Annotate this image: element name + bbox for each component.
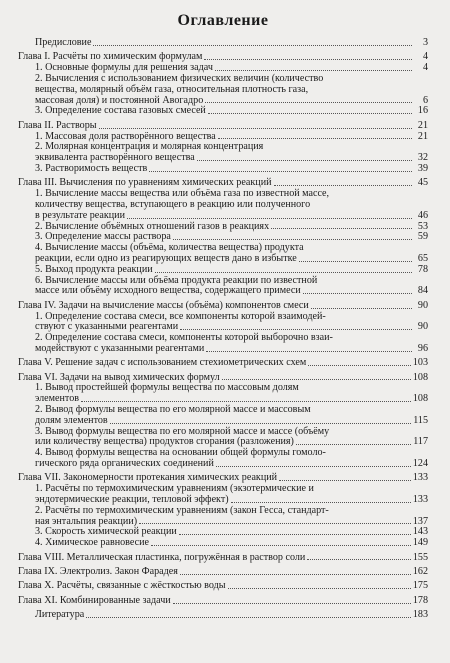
toc-entry-text: эквивалента растворённого вещества <box>35 152 195 164</box>
toc-entry-text: 2. Молярная концентрация и молярная концентрация <box>35 141 264 153</box>
toc-page-number: 108 <box>412 393 428 405</box>
toc-entry-text: 1. Вычисление массы вещества или объёма газа по известной массе, <box>35 188 330 200</box>
leader-dots <box>204 59 412 60</box>
toc-page-number: 133 <box>412 494 428 506</box>
toc-entry-text: 3. Определение состава газовых смесей <box>35 105 206 117</box>
toc-chapter-entry[interactable] <box>18 567 428 578</box>
toc-chapter-entry[interactable] <box>18 301 428 312</box>
toc-entry-text: 6. Вычисление массы или объёма продукта реакции по известной <box>35 274 318 286</box>
leader-dots <box>149 171 412 172</box>
toc-page-number: 133 <box>412 472 428 484</box>
toc-entry-text: Глава III. Вычисления по уравнениям химических реакций <box>18 177 272 189</box>
leader-dots <box>274 185 412 186</box>
leader-dots <box>271 228 412 229</box>
toc-subentry[interactable] <box>18 383 428 394</box>
leader-dots <box>99 128 412 129</box>
leader-dots <box>86 617 411 618</box>
leader-dots <box>307 559 411 560</box>
toc-entry-text: Глава IX. Электролиз. Закон Фарадея <box>18 566 178 577</box>
toc-page-number: 175 <box>412 580 428 592</box>
toc-subentry[interactable] <box>18 610 428 621</box>
toc-page-number: 21 <box>417 130 428 142</box>
toc-subentry[interactable] <box>18 459 428 470</box>
toc-entry-text: 2. Расчёты по термохимическим уравнениям (закон Гесса, стандарт- <box>35 504 329 516</box>
toc-entry-text: 1. Основные формулы для решения задач <box>35 62 213 74</box>
toc-entry-text: модействуют с указанными реагентами <box>35 342 205 354</box>
toc-page-number: 183 <box>412 609 428 621</box>
leader-dots <box>151 545 411 546</box>
toc-entry-text: Глава VII. Закономерности протекания химических реакций <box>18 472 278 484</box>
toc-entry-text: эндотермические реакции, тепловой эффект) <box>35 494 229 506</box>
toc-entry-text: 5. Выход продукта реакции <box>35 263 153 275</box>
leader-dots <box>308 365 411 366</box>
toc-entry-text: ная энтальпия реакции) <box>35 515 138 527</box>
toc-section <box>18 358 428 369</box>
leader-dots <box>180 329 412 330</box>
toc-section <box>18 596 428 607</box>
toc-subentry[interactable] <box>18 265 428 276</box>
toc-entry-text: реакции, если одно из реагирующих веществ дано в избытке <box>35 252 297 264</box>
toc-entry-text: 4. Вывод формулы вещества на основании общей формулы гомоло- <box>35 447 326 459</box>
toc-page-number: 6 <box>422 94 428 106</box>
leader-dots <box>179 534 411 535</box>
toc-entry-text: Глава X. Расчёты, связанные с жёсткостью воды <box>18 580 226 592</box>
toc-page-number: 3 <box>422 37 428 48</box>
leader-dots <box>296 444 411 445</box>
toc-page-number: 39 <box>417 162 428 174</box>
toc-entry-text: вещества, молярный объём газа, относительная плотность газа, <box>35 83 309 95</box>
leader-dots <box>208 113 412 114</box>
toc-page-number: 53 <box>417 220 428 232</box>
toc-section <box>18 301 428 355</box>
leader-dots <box>173 603 411 604</box>
toc-section <box>18 38 428 49</box>
toc-entry-text: 2. Определение состава смеси, компоненты которой выборочно взаи- <box>35 332 333 344</box>
toc-chapter-entry[interactable] <box>18 358 428 369</box>
leader-dots <box>299 261 412 262</box>
toc-section <box>18 567 428 578</box>
leader-dots <box>216 466 411 467</box>
toc-page-number: 108 <box>412 371 428 383</box>
toc-subentry[interactable] <box>18 344 428 355</box>
toc-chapter-entry[interactable] <box>18 581 428 592</box>
toc-entry-text: гического ряда органических соединений <box>35 458 214 470</box>
toc-page-number: 155 <box>412 551 428 563</box>
toc-subentry[interactable] <box>18 164 428 175</box>
toc-entry-text: 3. Скорость химической реакции <box>35 526 177 538</box>
toc-page-number: 21 <box>417 119 428 131</box>
toc-entry-text: 3. Растворимость веществ <box>35 162 148 174</box>
leader-dots <box>311 308 412 309</box>
toc-section <box>18 178 428 297</box>
toc-section <box>18 121 428 175</box>
toc-entry-text: 4. Химическое равновесие <box>35 537 149 549</box>
toc-entry-text: 2. Вычисления с использованием физических величин (количество <box>35 72 324 84</box>
toc-entry-text: долям элементов <box>35 414 108 426</box>
toc-page-number: 162 <box>412 566 428 577</box>
toc-page-number: 178 <box>412 594 428 606</box>
page-title: Оглавление <box>177 12 269 29</box>
toc-entry-text: Глава VIII. Металлическая пластинка, погружённая в раствор соли <box>18 551 306 563</box>
toc-page-number: 32 <box>417 152 428 164</box>
toc-section <box>18 52 428 117</box>
toc-entry-text: ствуют с указанными реагентами <box>35 321 179 333</box>
toc-page-number: 90 <box>417 321 428 333</box>
toc-subentry[interactable] <box>18 85 428 96</box>
leader-dots <box>222 379 411 380</box>
toc-chapter-entry[interactable] <box>18 121 428 132</box>
toc-page-number: 46 <box>417 209 428 221</box>
leader-dots <box>81 401 411 402</box>
toc-page-number: 117 <box>413 436 428 448</box>
leader-dots <box>155 272 412 273</box>
toc-page-number: 149 <box>412 537 428 549</box>
leader-dots <box>93 45 412 46</box>
leader-dots <box>279 480 411 481</box>
toc-subentry[interactable] <box>18 506 428 517</box>
toc-entry-text: 1. Массовая доля растворённого вещества <box>35 130 216 142</box>
toc-entry-text: Глава VI. Задачи на вывод химических формул <box>18 371 220 383</box>
leader-dots <box>127 218 412 219</box>
toc-entry-text: 2. Вычисление объёмных отношений газов в реакциях <box>35 220 270 232</box>
toc-page-number: 103 <box>412 357 428 369</box>
toc-entry-text: Глава V. Решение задач с использованием стехиометрических схем <box>18 357 307 369</box>
toc-entry-text: 1. Расчёты по термохимическим уравнениям (экзотермические и <box>35 483 314 495</box>
toc-section <box>18 473 428 549</box>
toc-subentry[interactable] <box>18 38 428 49</box>
leader-dots <box>180 574 411 575</box>
toc-page-number: 84 <box>417 285 428 297</box>
toc-page-number: 90 <box>417 299 428 311</box>
toc-page-number: 137 <box>412 515 428 527</box>
toc-entry-text: массе или объёму исходного вещества, содержащего примеси <box>35 285 301 297</box>
toc-page-number: 96 <box>417 342 428 354</box>
toc-chapter-entry[interactable] <box>18 553 428 564</box>
toc-entry-text: массовая доля) и постоянной Авогадро <box>35 94 204 106</box>
toc-page-number: 16 <box>417 105 428 117</box>
toc-entry-text: элементов <box>35 393 80 405</box>
toc-chapter-entry[interactable] <box>18 596 428 607</box>
toc-entry-text: 2. Вывод формулы вещества по его молярной массе и массовым <box>35 404 311 416</box>
toc-entry-text: Предисловие <box>35 37 92 48</box>
toc-subentry[interactable] <box>18 286 428 297</box>
toc-list <box>18 38 428 621</box>
toc-section <box>18 553 428 564</box>
toc-entry-text: в результате реакции <box>35 209 125 221</box>
leader-dots <box>303 293 412 294</box>
leader-dots <box>173 239 412 240</box>
leader-dots <box>205 102 412 103</box>
toc-entry-text: 4. Вычисление массы (объёма, количества вещества) продукта <box>35 242 304 254</box>
toc-page-number: 4 <box>422 62 428 74</box>
leader-dots <box>197 160 412 161</box>
toc-entry-text: 3. Вывод формулы вещества по его молярной массе и массе (объёму <box>35 425 330 437</box>
toc-entry-text: количеству вещества, вступающего в реакцию или полученного <box>35 198 311 210</box>
toc-page-number: 59 <box>417 231 428 243</box>
toc-subentry[interactable] <box>18 538 428 549</box>
toc-page-number: 143 <box>412 526 428 538</box>
toc-entry-text: 1. Определение состава смеси, все компоненты которой взаимодей- <box>35 310 326 322</box>
toc-subentry[interactable] <box>18 211 428 222</box>
toc-entry-text: Глава I. Расчёты по химическим формулам <box>18 51 203 63</box>
toc-entry-text: 3. Определение массы раствора <box>35 231 171 243</box>
toc-page-number: 45 <box>417 177 428 189</box>
toc-subentry[interactable] <box>18 106 428 117</box>
toc-entry-text: 1. Вывод простейшей формулы вещества по массовым долям <box>35 382 299 394</box>
toc-entry-text: Литература <box>35 609 85 621</box>
toc-page-number: 4 <box>422 51 428 63</box>
toc-page-number: 115 <box>413 414 428 426</box>
leader-dots <box>218 138 412 139</box>
toc-page-number: 124 <box>412 458 428 470</box>
leader-dots <box>110 423 412 424</box>
toc-section <box>18 581 428 592</box>
toc-section <box>18 610 428 621</box>
toc-entry-text: Глава IV. Задачи на вычисление массы (объёма) компонентов смеси <box>18 299 309 311</box>
leader-dots <box>206 351 412 352</box>
leader-dots <box>231 502 411 503</box>
leader-dots <box>139 523 411 524</box>
toc-entry-text: Глава II. Растворы <box>18 119 97 131</box>
toc-section <box>18 373 428 470</box>
toc-entry-text: или количеству вещества) продуктов сгорания (разложения) <box>35 436 294 448</box>
leader-dots <box>228 588 411 589</box>
toc-entry-text: Глава XI. Комбинированные задачи <box>18 594 171 606</box>
toc-page-number: 78 <box>417 263 428 275</box>
toc-page-number: 65 <box>417 252 428 264</box>
leader-dots <box>215 70 412 71</box>
